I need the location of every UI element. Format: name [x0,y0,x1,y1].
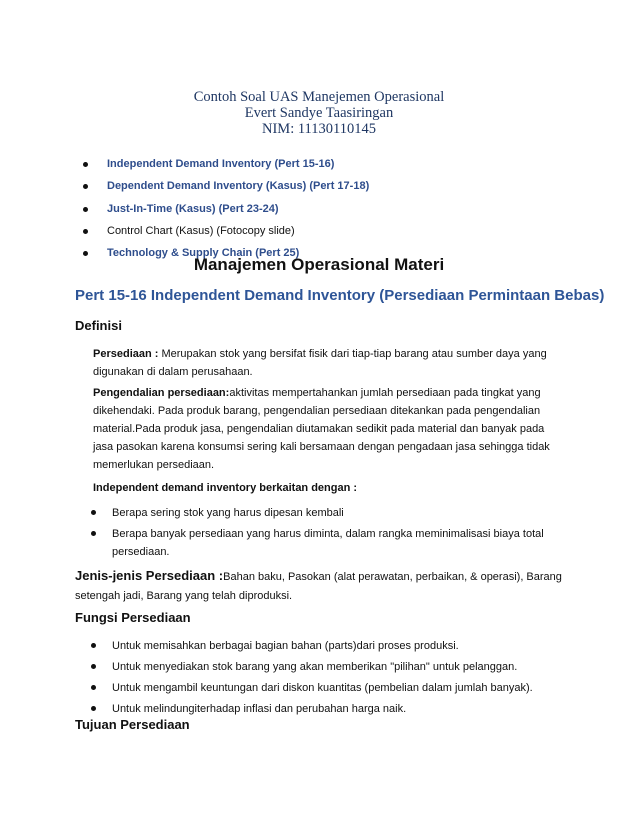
jenis-text: Bahan baku, Pasokan (alat perawatan, perbaikan, & operasi), Barang setengah jadi, Barang yang telah diproduksi. [75,571,562,602]
topic-link[interactable]: Independent Demand Inventory (Pert 15-16) [107,158,335,170]
topic-item[interactable] [88,178,369,200]
definisi-heading: Definisi [75,318,122,333]
topic-item [88,223,369,245]
section-title: Pert 15-16 Independent Demand Inventory (Persediaan Permintaan Bebas) [75,287,605,304]
topic-item[interactable] [88,156,369,178]
jenis-label: Jenis-jenis Persediaan : [75,568,224,583]
list-item: Untuk menyediakan stok barang yang akan memberikan "pilihan" untuk pelanggan. [93,658,561,676]
document-header [0,89,638,137]
pengendalian-definition [93,384,561,474]
topic-link[interactable]: Dependent Demand Inventory (Kasus) (Pert 17-18) [107,180,370,193]
list-item: Berapa sering stok yang harus dipesan kembali [93,504,561,522]
topic-item[interactable] [88,201,369,223]
tujuan-heading: Tujuan Persediaan [75,717,190,732]
independent-demand-label: Independent demand inventory berkaitan dengan : [93,482,358,494]
topic-link[interactable]: Just-In-Time (Kasus) (Pert 23-24) [107,202,279,215]
topic-list [88,156,369,267]
persediaan-term: Persediaan : [93,348,159,360]
fungsi-list [93,637,561,718]
independent-demand-list [93,504,561,561]
persediaan-text: Merupakan stok yang bersifat fisik dari tiap-tiap barang atau sumber daya yang digunakan di dalam perusahaan. [93,348,547,378]
header-nim: NIM: 11130110145 [262,121,376,137]
header-title: Contoh Soal UAS Manejemen Operasional [193,89,445,105]
pengendalian-term: Pengendalian persediaan: [93,387,230,399]
jenis-persediaan [75,566,575,606]
pengendalian-text: aktivitas mempertahankan jumlah persediaan pada tingkat yang dikehendaki. Pada produk barang, pengendalian persediaan ditekankan pada pengendalian material.Pada produk jasa, pengendalian diutamakan sedikit pada material dan banyak pada jasa pasokan karena konsumsi sering kali bersamaan dengan pengadaan jasa sehingga tidak memerlukan persediaan. [93,387,550,471]
topic-link[interactable]: Technology & Supply Chain (Pert 25) [107,247,300,260]
persediaan-definition [93,345,561,381]
list-item: Untuk melindungiterhadap inflasi dan perubahan harga naik. [93,700,561,718]
list-item: Berapa banyak persediaan yang harus diminta, dalam rangka meminimalisasi biaya total persediaan. [93,525,561,561]
header-author: Evert Sandye Taasiringan [244,105,394,121]
list-item: Untuk memisahkan berbagai bagian bahan (parts)dari proses produksi. [93,637,561,655]
topic-text: Control Chart (Kasus) (Fotocopy slide) [107,224,295,237]
list-item: Untuk mengambil keuntungan dari diskon kuantitas (pembelian dalam jumlah banyak). [93,679,561,697]
document-title: Manajemen Operasional Materi [193,255,445,274]
fungsi-heading: Fungsi Persediaan [75,610,191,625]
